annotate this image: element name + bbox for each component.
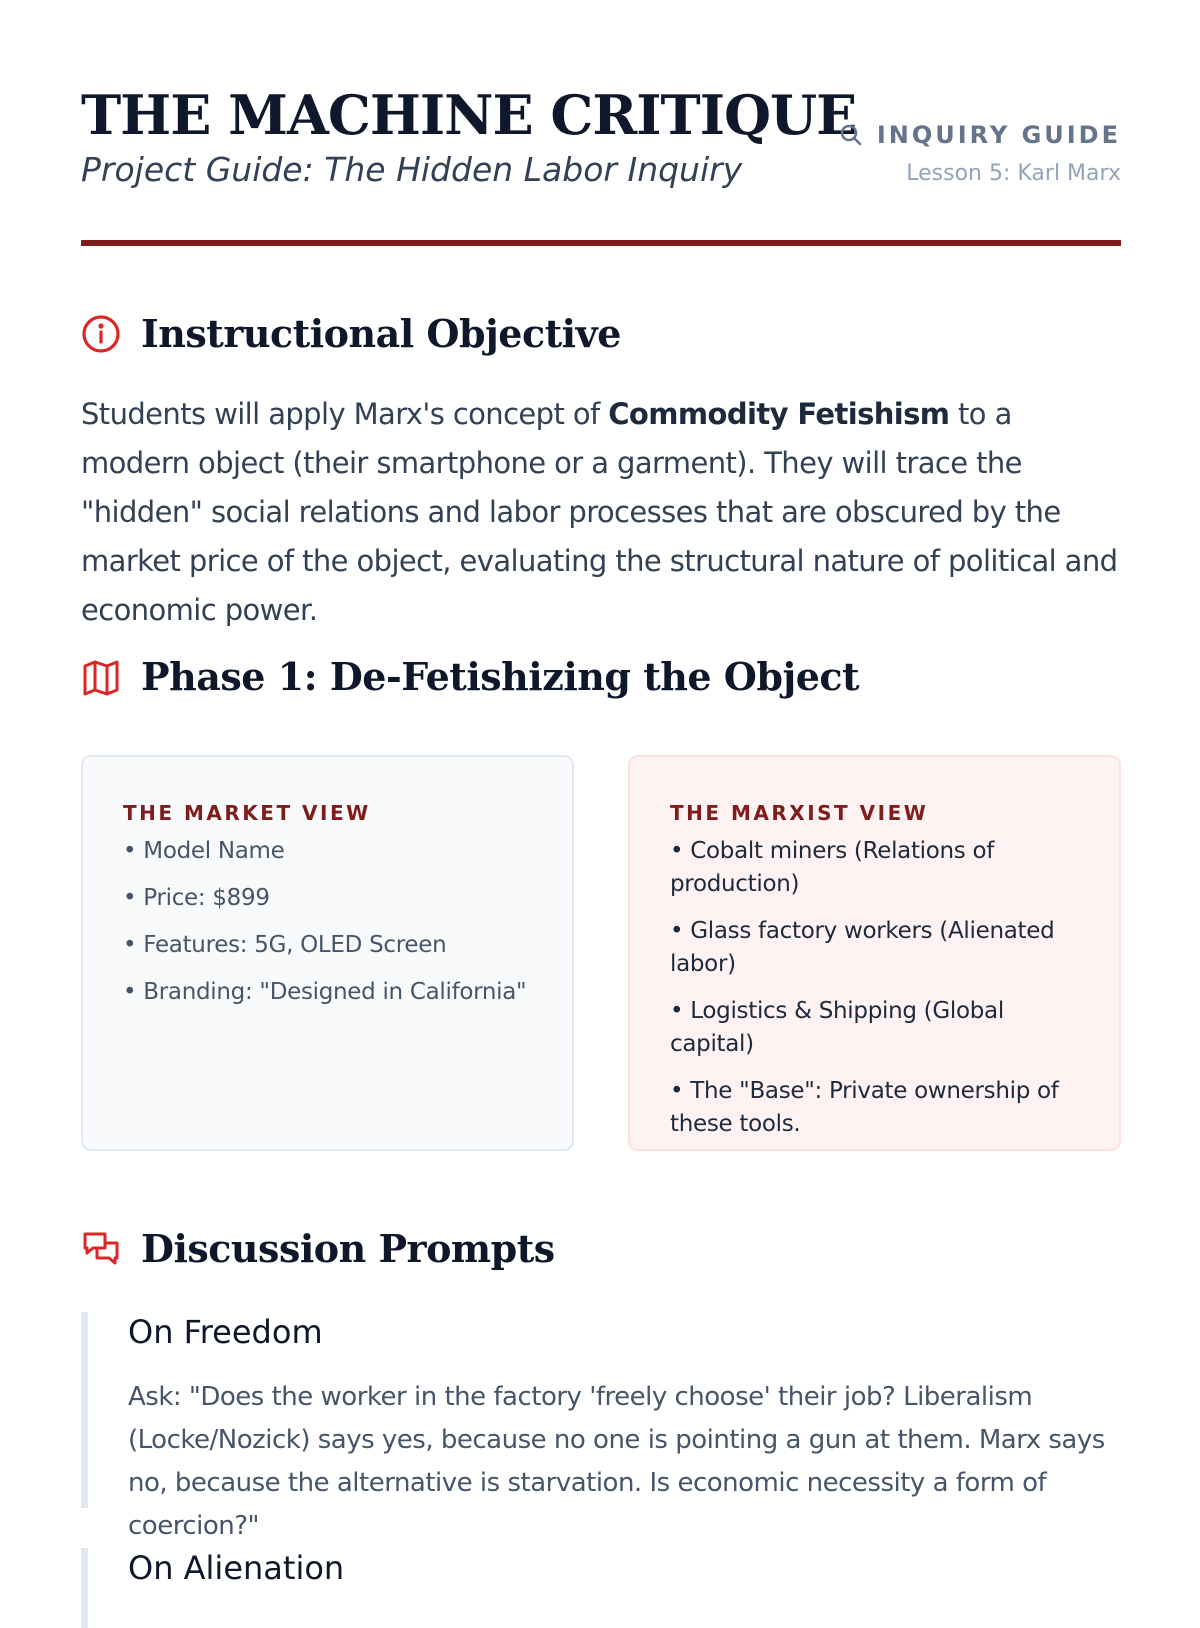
- discussion-heading-text: Discussion Prompts: [141, 1226, 555, 1271]
- list-item: • Features: 5G, OLED Screen: [123, 932, 447, 958]
- objective-heading-text: Instructional Objective: [141, 311, 621, 356]
- phase1-heading: [81, 654, 859, 700]
- inquiry-guide-text: INQUIRY GUIDE: [876, 121, 1121, 149]
- marxist-view-card: [628, 755, 1121, 1151]
- market-view-title: THE MARKET VIEW: [123, 801, 371, 825]
- market-view-list: [123, 835, 532, 1009]
- chat-bubbles-icon: [81, 1229, 121, 1269]
- guide-block: [839, 120, 1121, 188]
- search-icon: [839, 123, 863, 147]
- list-item: • Logistics & Shipping (Global capital): [670, 998, 1004, 1057]
- info-icon: [81, 314, 121, 354]
- prompt-text: Ask: "Does the worker in the factory 'freely choose' their job? Liberalism (Locke/Nozick) says yes, because no one is pointing a gun at them. Marx says no, because the alternative is starvation. Is economic necessity a form of coercion?": [128, 1382, 1105, 1541]
- list-item: • Branding: "Designed in California": [123, 979, 527, 1005]
- phase1-heading-text: Phase 1: De-Fetishizing the Object: [141, 654, 860, 699]
- objective-text-after: to a modern object (their smartphone or a garment). They will trace the "hidden" social relations and labor processes that are obscured by the market price of the object, evaluating the structural nature of political and economic power.: [81, 397, 1118, 627]
- objective-emphasis: Commodity Fetishism: [608, 397, 950, 431]
- list-item: • Cobalt miners (Relations of production): [670, 838, 995, 897]
- page-title: THE MACHINE CRITIQUE: [81, 83, 857, 147]
- objective-heading: [81, 311, 621, 357]
- prompt-title: On Alienation: [128, 1549, 345, 1587]
- list-item: • Model Name: [123, 838, 285, 864]
- lesson-label: Lesson 5: Karl Marx: [906, 161, 1121, 186]
- marxist-view-title: THE MARXIST VIEW: [670, 801, 929, 825]
- map-icon: [81, 657, 121, 697]
- objective-text-before: Students will apply Marx's concept of: [81, 397, 609, 431]
- market-view-card: [81, 755, 574, 1151]
- objective-text: [81, 390, 1121, 635]
- list-item: • Price: $899: [123, 885, 270, 911]
- list-item: • Glass factory workers (Alienated labor): [670, 918, 1055, 977]
- list-item: • The "Base": Private ownership of these tools.: [670, 1078, 1059, 1137]
- prompt-freedom: [81, 1312, 1121, 1541]
- page-subtitle: Project Guide: The Hidden Labor Inquiry: [81, 150, 743, 189]
- prompt-alienation: [81, 1548, 1121, 1628]
- inquiry-guide-label: [839, 120, 1121, 150]
- page-header: [81, 80, 1121, 246]
- discussion-heading: [81, 1226, 555, 1272]
- prompt-title: On Freedom: [128, 1313, 323, 1351]
- marxist-view-list: [670, 835, 1079, 1141]
